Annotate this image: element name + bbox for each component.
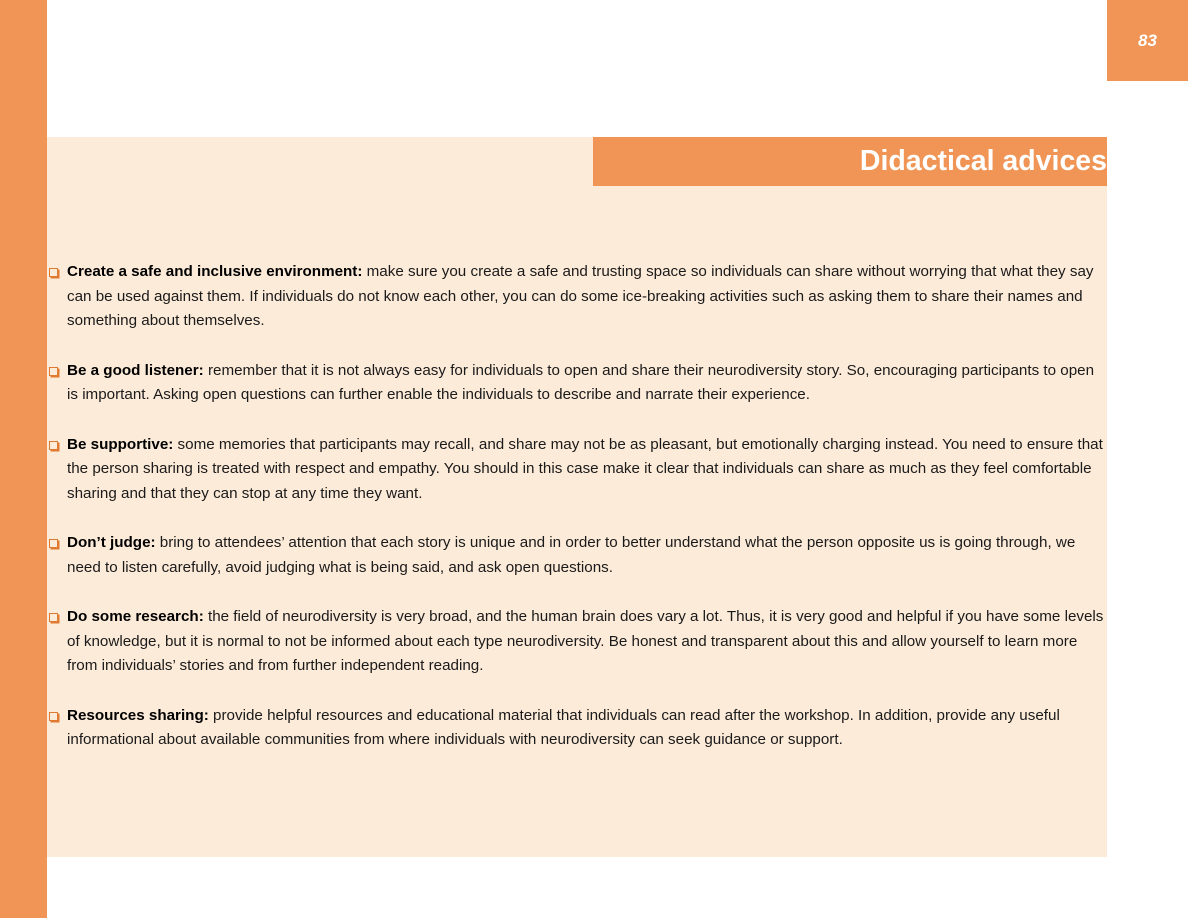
checkbox-bullet-icon bbox=[49, 613, 58, 622]
page-number-box bbox=[1107, 0, 1188, 81]
advice-label: Be a good listener: bbox=[67, 361, 204, 379]
list-item bbox=[47, 605, 1107, 679]
list-item bbox=[47, 433, 1107, 507]
left-accent-bar bbox=[0, 0, 47, 918]
checkbox-bullet-icon bbox=[49, 268, 58, 277]
advice-text: make sure you create a safe and trusting space so individuals can share without worrying that what they say can be used against them. If individuals do not know each other, you can do some ice-breaking activities such as asking them to share their names and something about themselves. bbox=[67, 263, 1094, 330]
advice-label: Be supportive: bbox=[67, 435, 174, 453]
list-item bbox=[47, 704, 1107, 753]
list-item bbox=[47, 260, 1107, 334]
checkbox-bullet-icon bbox=[49, 712, 58, 721]
page-title: Didactical advices bbox=[859, 145, 1107, 177]
advice-list bbox=[47, 260, 1107, 778]
title-bar bbox=[593, 137, 1107, 186]
page-number: 83 bbox=[1138, 30, 1157, 50]
advice-label: Don’t judge: bbox=[67, 534, 156, 552]
checkbox-bullet-icon bbox=[49, 367, 58, 376]
advice-text: remember that it is not always easy for individuals to open and share their neurodiversity story. So, encouraging participants to open is important. Asking open questions can further enable the individuals to describe and narrate their experience. bbox=[67, 361, 1095, 404]
advice-text: the field of neurodiversity is very broad, and the human brain does vary a lot. Thus, it is very good and helpful if you have some levels of knowledge, but it is normal to not be informed about each type neurodiversity. Be honest and transparent about this and allow yourself to learn more from individuals’ stories and from further independent reading. bbox=[67, 608, 1104, 675]
advice-text: bring to attendees’ attention that each story is unique and in order to better understand what the person opposite us is going through, we need to listen carefully, avoid judging what is being said, and ask open questions. bbox=[67, 534, 1076, 576]
list-item bbox=[47, 359, 1107, 408]
advice-text: some memories that participants may recall, and share may not be as pleasant, but emotionally charging instead. You need to ensure that the person sharing is treated with respect and empathy. You should in this case make it clear that individuals can share as much as they feel comfortable sharing and that they can stop at any time they want. bbox=[67, 435, 1103, 502]
advice-label: Resources sharing: bbox=[67, 706, 209, 724]
advice-text: provide helpful resources and educational material that individuals can read after the workshop. In addition, provide any useful informational about available communities from where individuals with neurodiversity can seek guidance or support. bbox=[67, 706, 1060, 749]
advice-label: Do some research: bbox=[67, 608, 204, 626]
advice-label: Create a safe and inclusive environment: bbox=[67, 263, 363, 280]
list-item bbox=[47, 531, 1107, 580]
checkbox-bullet-icon bbox=[49, 539, 58, 548]
checkbox-bullet-icon bbox=[49, 441, 58, 450]
